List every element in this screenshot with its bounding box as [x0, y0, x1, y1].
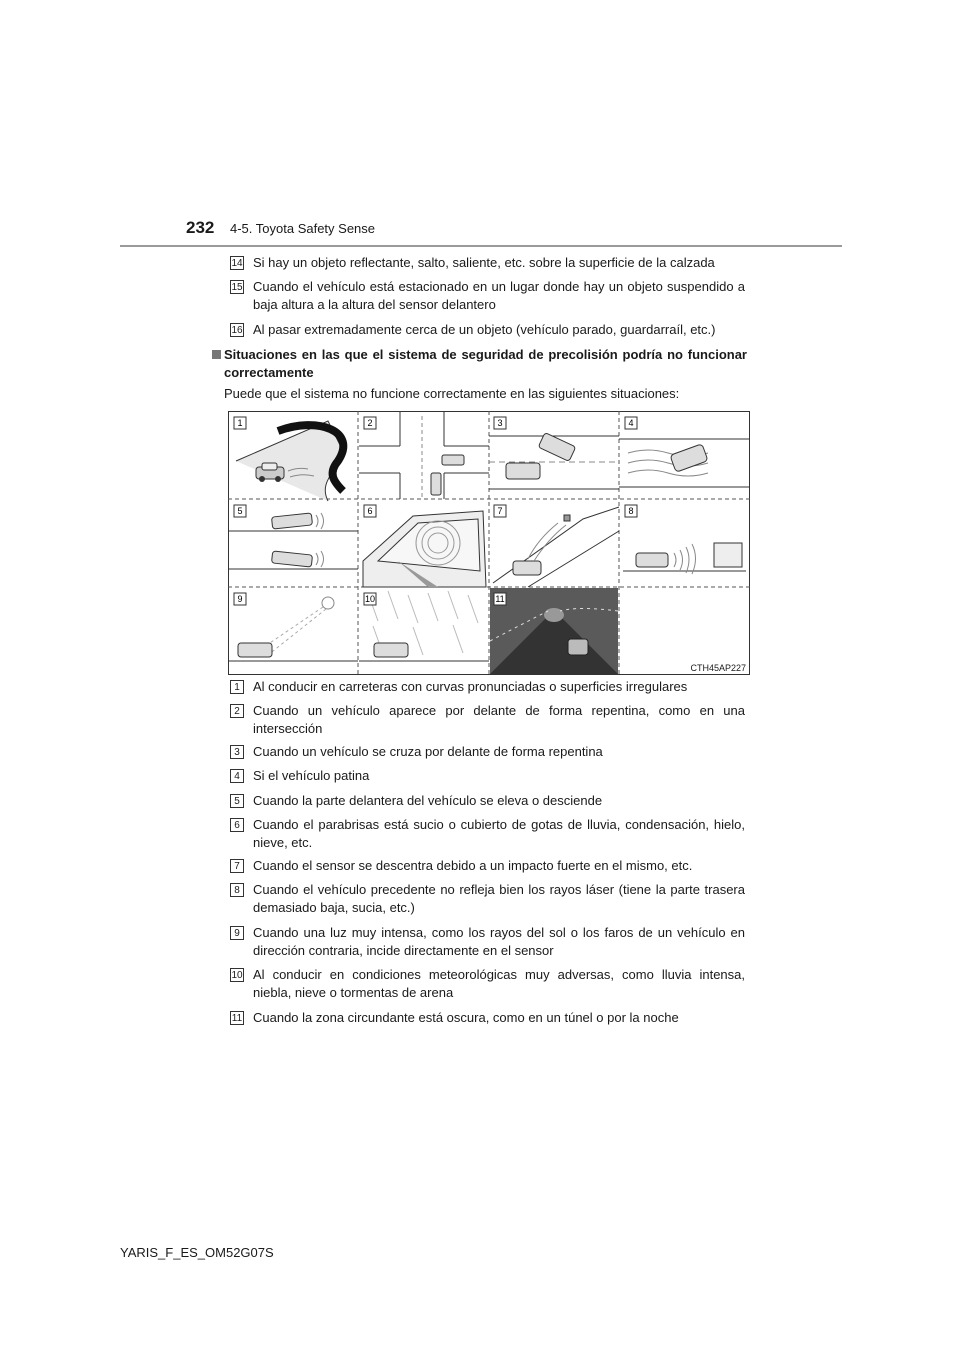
- item-text: Cuando el vehículo está estacionado en un lugar donde hay un objeto suspendido a baja altura a la altura del sensor delantero: [253, 279, 745, 312]
- svg-text:9: 9: [237, 594, 243, 604]
- header-rule: [120, 245, 842, 247]
- list-item: [230, 792, 745, 810]
- panel-number-badge: [625, 505, 637, 517]
- svg-text:4: 4: [628, 418, 634, 428]
- list-item: [230, 678, 745, 696]
- situations-illustration: [228, 411, 750, 675]
- item-text: Cuando un vehículo se cruza por delante de forma repentina: [253, 744, 603, 759]
- item-number-badge: 4: [230, 769, 244, 783]
- svg-text:1: 1: [237, 418, 243, 428]
- list-item: [230, 278, 745, 314]
- list-item: [230, 924, 745, 960]
- panel-11-dark-tunnel: [490, 588, 618, 674]
- list-item: [230, 966, 745, 1002]
- item-text: Si hay un objeto reflectante, salto, saliente, etc. sobre la superficie de la calzada: [253, 255, 715, 270]
- item-number-badge: 14: [231, 258, 243, 269]
- list-item: [230, 767, 745, 785]
- list-item: [230, 1009, 745, 1027]
- item-number-badge: 2: [230, 704, 244, 718]
- svg-text:2: 2: [367, 418, 373, 428]
- item-number-badge: 10: [231, 970, 243, 981]
- item-text: Cuando el vehículo precedente no refleja bien los rayos láser (tiene la parte trasera demasiado baja, sucia, etc.): [253, 882, 745, 915]
- item-text: Cuando el parabrisas está sucio o cubierto de gotas de lluvia, condensación, hielo, nieve, etc.: [253, 817, 745, 850]
- panel-number-badge: [364, 417, 376, 429]
- list-item: [230, 254, 745, 272]
- item-text: Al conducir en condiciones meteorológicas muy adversas, como lluvia intensa, niebla, nieve o tormentas de arena: [253, 967, 745, 1000]
- heading-text: Situaciones en las que el sistema de seguridad de precolisión podría no funcionar correctamente: [224, 347, 747, 380]
- square-bullet-icon: [212, 350, 221, 359]
- item-number-badge: 16: [231, 325, 243, 336]
- item-number-badge: 15: [231, 282, 243, 293]
- panel-number-badge: [494, 417, 506, 429]
- item-text: Cuando la parte delantera del vehículo se eleva o desciende: [253, 793, 603, 808]
- item-text: Si el vehículo patina: [253, 768, 370, 783]
- panel-number-badge: [234, 417, 246, 429]
- panel-number-badge: [364, 593, 376, 605]
- svg-text:11: 11: [495, 594, 505, 604]
- panel-number-badge: [364, 505, 376, 517]
- svg-text:7: 7: [497, 506, 503, 516]
- item-number-badge: 7: [230, 859, 244, 873]
- list-item: [230, 702, 745, 738]
- list-item: [230, 857, 745, 875]
- panel-number-badge: [234, 505, 246, 517]
- item-number-badge: 3: [230, 745, 244, 759]
- list-item: [230, 816, 745, 852]
- illustration-grid: [228, 411, 750, 675]
- list-item: [230, 743, 745, 761]
- panel-number-badge: [234, 593, 246, 605]
- section-title: 4-5. Toyota Safety Sense: [230, 221, 376, 236]
- item-text: Al conducir en carreteras con curvas pronunciadas o superficies irregulares: [253, 679, 688, 694]
- panel-number-badge: [494, 593, 506, 605]
- intro-text: Puede que el sistema no funcione correctamente en las siguientes situaciones:: [224, 386, 680, 401]
- panel-number-badge: [494, 505, 506, 517]
- item-text: Al pasar extremadamente cerca de un objeto (vehículo parado, guardarraíl, etc.): [253, 322, 716, 337]
- item-number-badge: 1: [230, 680, 244, 694]
- item-number-badge: 9: [230, 926, 244, 940]
- subsection-heading: [212, 346, 747, 382]
- panel-number-badge: [625, 417, 637, 429]
- item-text: Cuando un vehículo aparece por delante de forma repentina, como en una intersección: [253, 703, 745, 736]
- item-text: Cuando la zona circundante está oscura, como en un túnel o por la noche: [253, 1010, 679, 1025]
- page-number: 232: [186, 218, 215, 237]
- item-number-badge: 11: [231, 1013, 243, 1024]
- item-text: Cuando una luz muy intensa, como los rayos del sol o los faros de un vehículo en dirección contraria, incide directamente en el sensor: [253, 925, 745, 958]
- svg-text:8: 8: [628, 506, 634, 516]
- document-code-footer: YARIS_F_ES_OM52G07S: [120, 1245, 274, 1260]
- item-number-badge: 8: [230, 883, 244, 897]
- item-number-badge: 6: [230, 818, 244, 832]
- svg-text:5: 5: [237, 506, 243, 516]
- svg-text:3: 3: [497, 418, 503, 428]
- figure-code: CTH45AP227: [690, 663, 746, 673]
- svg-text:10: 10: [364, 594, 376, 604]
- item-text: Cuando el sensor se descentra debido a un impacto fuerte en el mismo, etc.: [253, 858, 693, 873]
- svg-text:6: 6: [367, 506, 373, 516]
- item-number-badge: 5: [230, 794, 244, 808]
- list-item: [230, 321, 745, 339]
- list-item: [230, 881, 745, 917]
